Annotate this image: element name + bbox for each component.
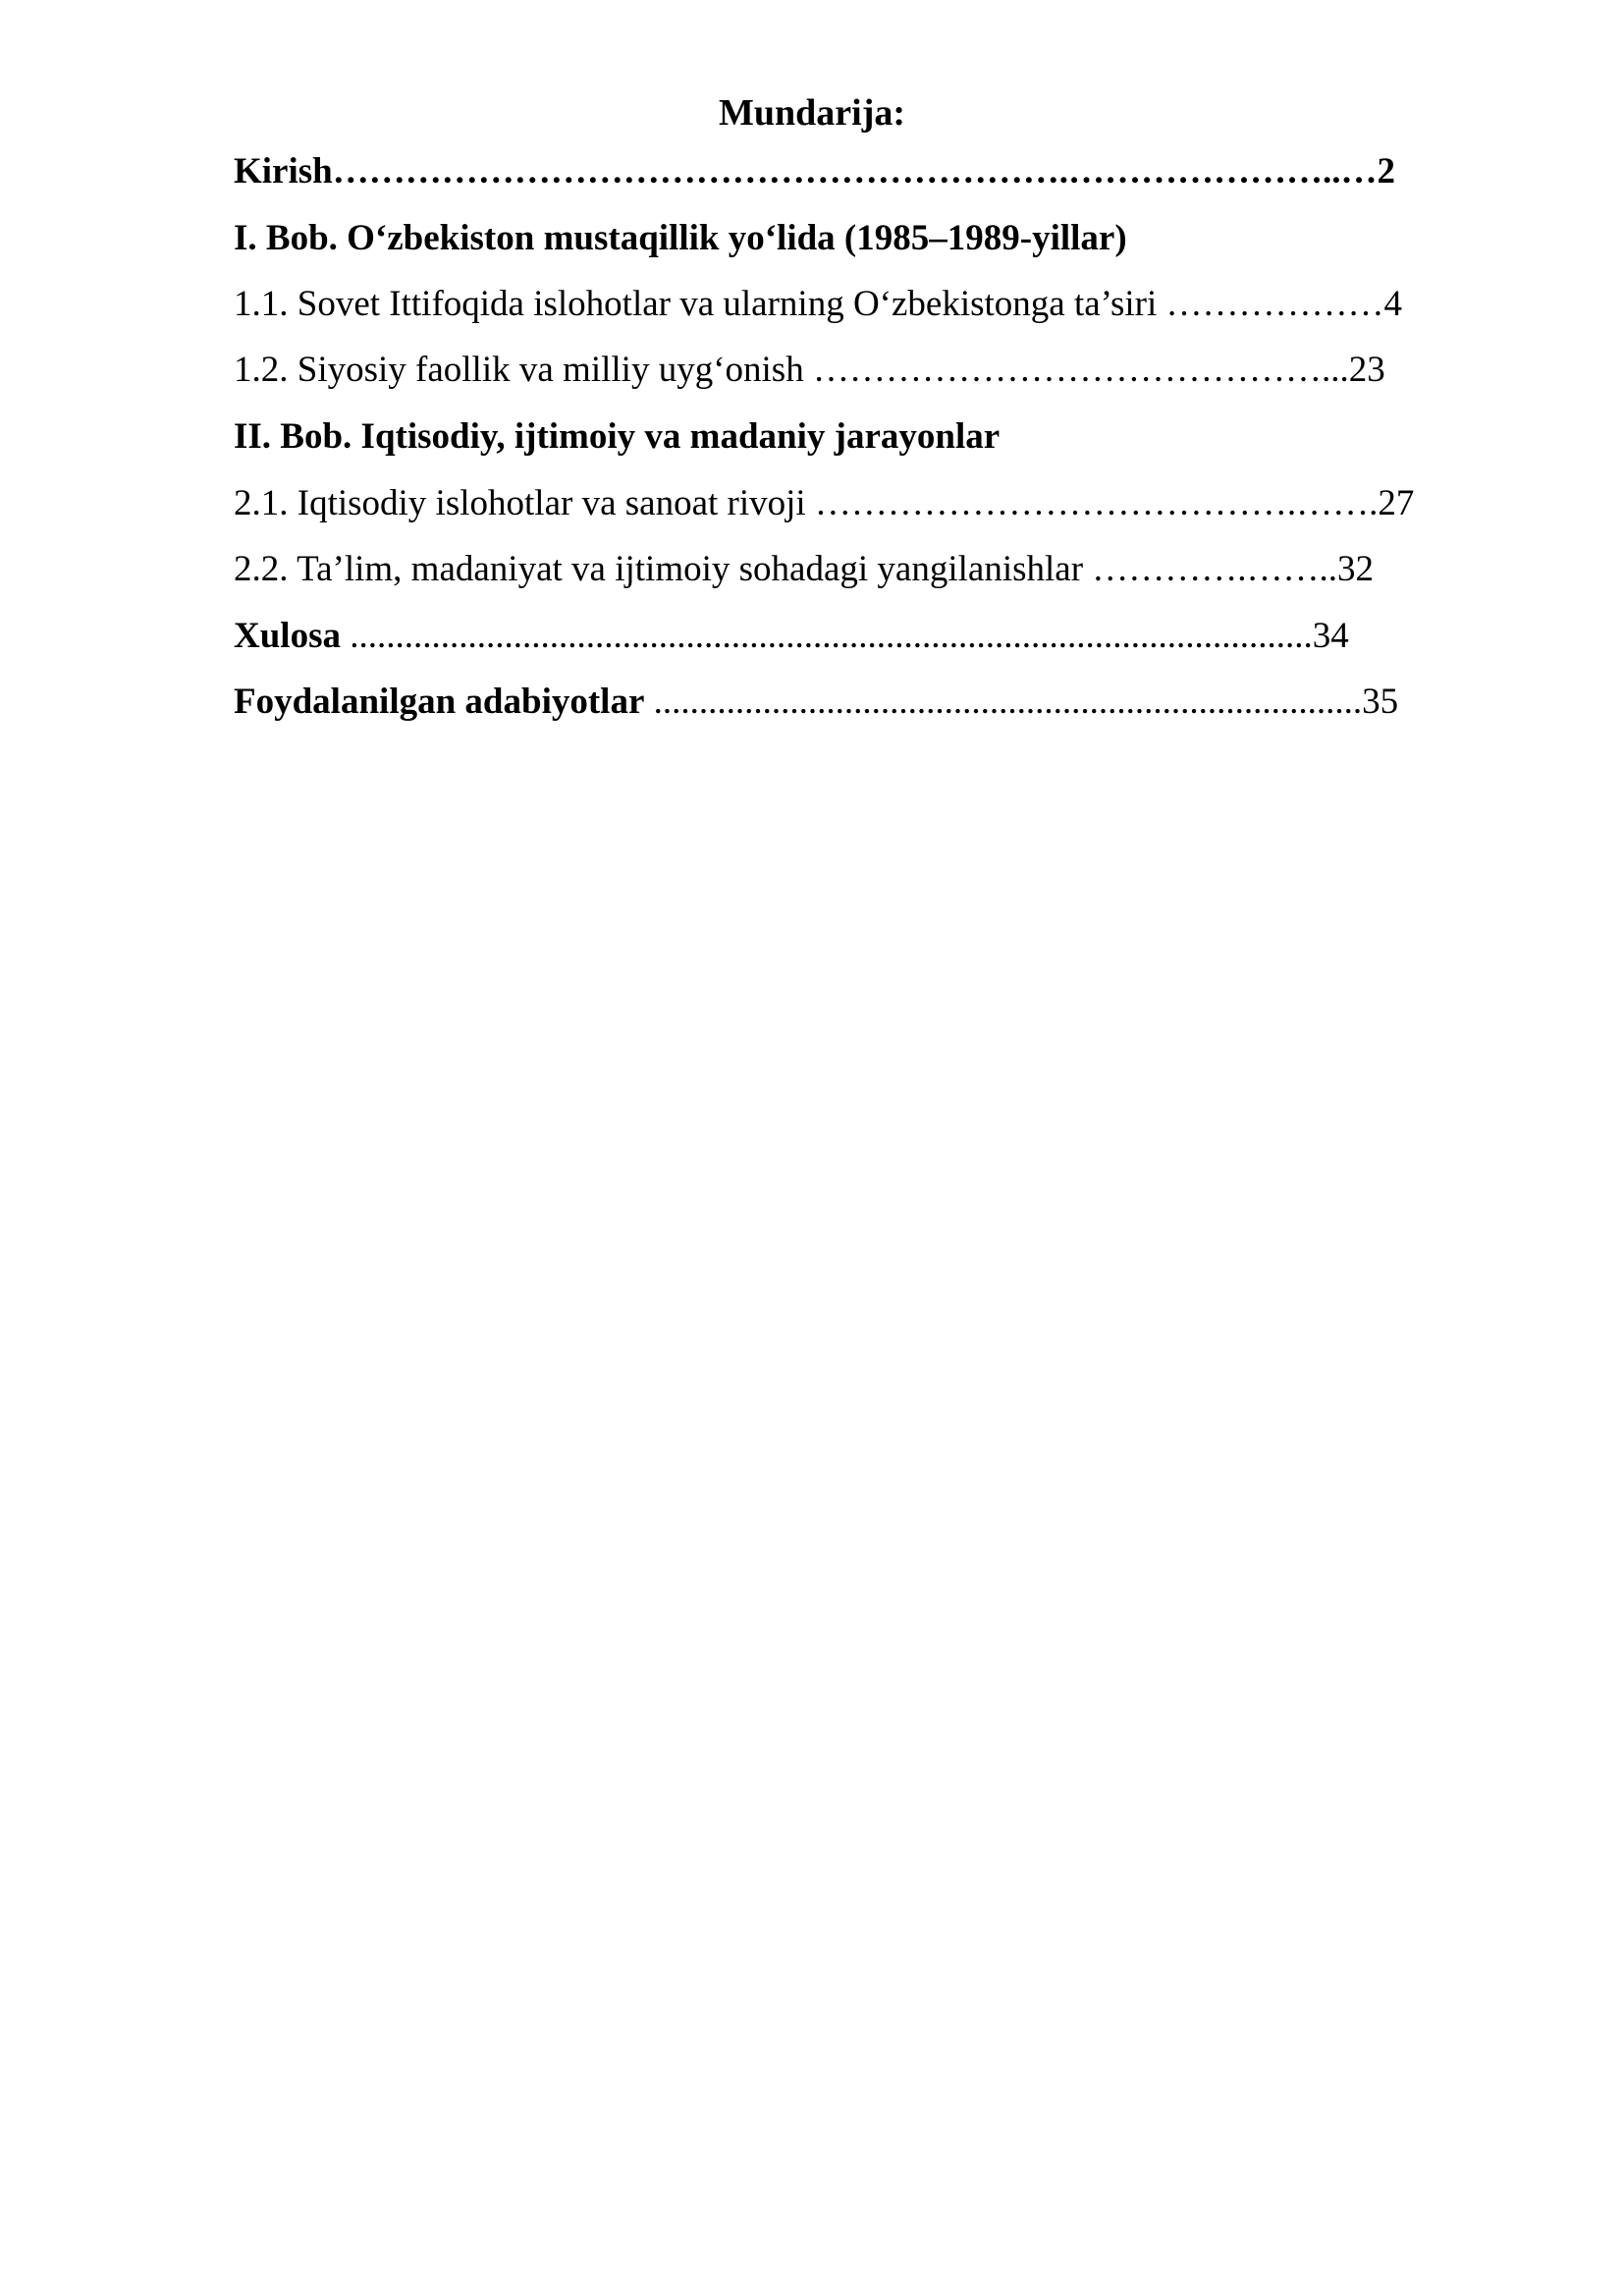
toc-title: Mundarija:: [719, 92, 905, 134]
toc-chapter-1-heading: I. Bob. O‘zbekiston mustaqillik yo‘lida (1985–1989-yillar): [234, 218, 1127, 258]
toc-entry-kirish: Kirish…………………………………………………….…………………..…2: [234, 151, 1395, 191]
toc-section-1-2: 1.2. Siyosiy faollik va milliy uyg‘onish ……………………………………...23: [234, 350, 1385, 390]
toc-entry-xulosa-label: Xulosa: [234, 616, 341, 656]
toc-section-2-2: 2.2. Ta’lim, madaniyat va ijtimoiy sohadagi yangilanishlar ………….……..32: [234, 549, 1375, 589]
toc-section-2-1: 2.1. Iqtisodiy islohotlar va sanoat rivoji ………………………………….…….27: [234, 483, 1415, 523]
toc-entry-xulosa-leader: ..........................................................................................................34: [340, 616, 1349, 656]
toc-chapter-2-heading: II. Bob. Iqtisodiy, ijtimoiy va madaniy jarayonlar: [234, 416, 1001, 457]
toc-entry-bibliography: [234, 679, 1398, 726]
toc-entry-xulosa: [234, 613, 1349, 660]
toc-section-1-1: 1.1. Sovet Ittifoqida islohotlar va ularning O‘zbekistonga ta’siri ………………4: [234, 284, 1402, 324]
toc-entry-bibliography-leader: ..............................................................................35: [644, 682, 1399, 722]
toc-entry-bibliography-label: Foydalanilgan adabiyotlar: [234, 682, 645, 722]
